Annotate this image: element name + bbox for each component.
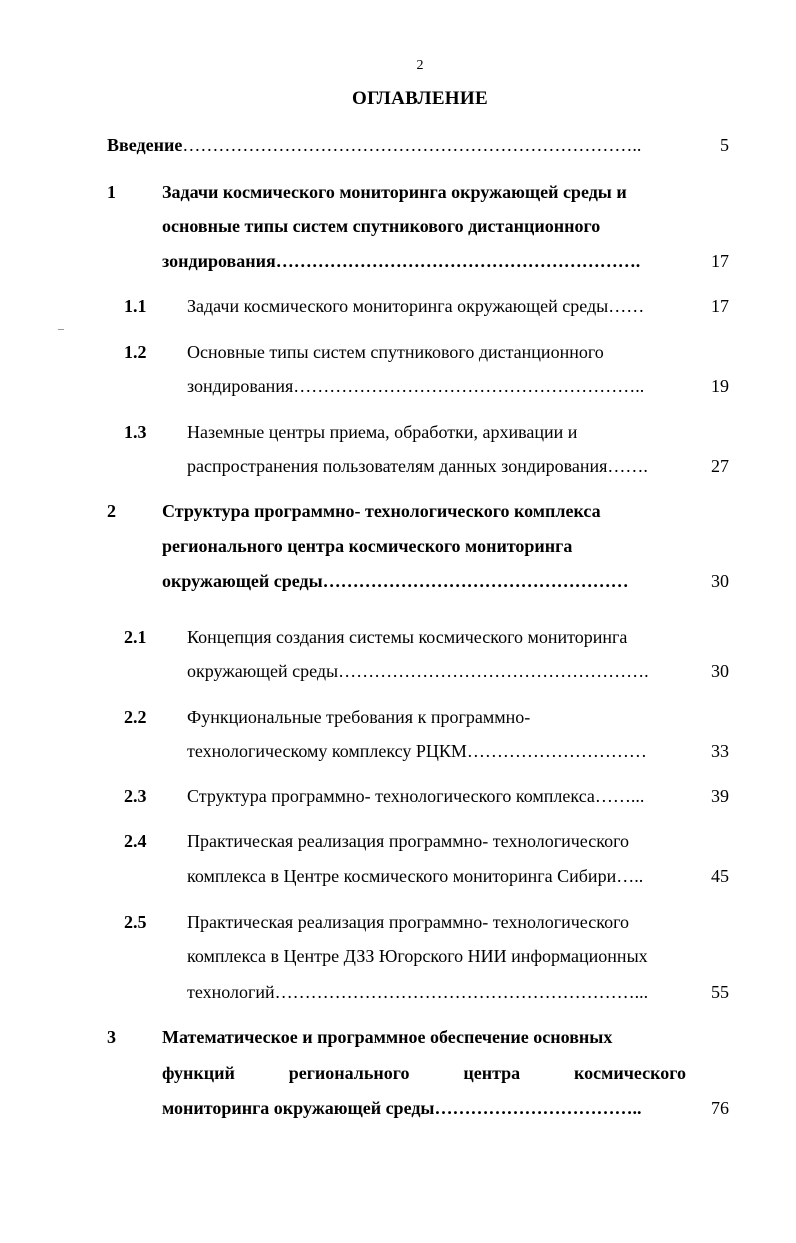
toc-leader-dots: ………………………………………………………………….. (182, 135, 642, 155)
chapter-title-line[interactable]: Задачи космического мониторинга окружающей среды и (162, 182, 627, 202)
toc-page-number: 17 (711, 251, 729, 271)
section-title-line[interactable]: Структура программно- технологического комплекса……... (187, 786, 645, 806)
section-title-line[interactable]: Наземные центры приема, обработки, архивации и (187, 422, 578, 442)
section-title-line[interactable]: Функциональные требования к программно- (187, 707, 531, 727)
chapter-title-line[interactable]: регионального центра космического мониторинга (162, 536, 573, 556)
section-title-line[interactable]: распространения пользователям данных зондирования……. (187, 456, 648, 476)
word: центра (463, 1063, 521, 1083)
section-title-line[interactable]: окружающей среды……………………………………………. (187, 661, 649, 681)
section-title-line[interactable]: зондирования………………………………………………….. (187, 376, 645, 396)
toc-page-number: 17 (711, 296, 729, 316)
toc-entry-intro[interactable] (107, 134, 641, 156)
toc-page-number: 30 (711, 661, 729, 681)
section-number: 1.1 (124, 296, 147, 316)
chapter-title-line[interactable]: Структура программно- технологического комплекса (162, 501, 601, 521)
page-number: 2 (416, 58, 424, 73)
section-title-line[interactable]: комплекса в Центре ДЗЗ Югорского НИИ информационных (187, 946, 648, 966)
section-number: 2.2 (124, 707, 147, 727)
chapter-title-line-justified[interactable] (162, 1062, 686, 1084)
section-number: 1.2 (124, 342, 147, 362)
section-title-line[interactable]: технологическому комплексу РЦКМ………………………… (187, 741, 647, 761)
chapter-title-line[interactable]: основные типы систем спутникового дистанционного (162, 216, 601, 236)
section-title-line[interactable]: технологий……………………………………………………... (187, 982, 649, 1002)
section-number: 2.1 (124, 627, 147, 647)
toc-page-number: 39 (711, 786, 729, 806)
chapter-title-line[interactable]: мониторинга окружающей среды…………………………….. (162, 1098, 642, 1118)
section-number: 2.5 (124, 912, 147, 932)
section-title-line[interactable]: Концепция создания системы космического мониторинга (187, 627, 628, 647)
section-number: 2.3 (124, 786, 147, 806)
word: функций (162, 1063, 235, 1083)
toc-page-number: 76 (711, 1098, 729, 1118)
chapter-title-line[interactable]: Математическое и программное обеспечение основных (162, 1027, 613, 1047)
margin-mark (58, 329, 64, 330)
toc-page-number: 45 (711, 866, 729, 886)
word: регионального (288, 1063, 410, 1083)
toc-page-number: 55 (711, 982, 729, 1002)
toc-page-number: 33 (711, 741, 729, 761)
toc-title: ОГЛАВЛЕНИЕ (352, 88, 488, 109)
chapter-number: 2 (107, 501, 116, 521)
section-title-line[interactable]: Практическая реализация программно- технологического (187, 831, 630, 851)
chapter-title-line[interactable]: окружающей среды…………………………………………… (162, 571, 629, 591)
toc-entry-title: Введение (107, 135, 183, 155)
section-title-line[interactable]: комплекса в Центре космического мониторинга Сибири….. (187, 866, 644, 886)
section-number: 2.4 (124, 831, 147, 851)
toc-page-number: 27 (711, 456, 729, 476)
section-title-line[interactable]: Практическая реализация программно- технологического (187, 912, 630, 932)
toc-page-number: 19 (711, 376, 729, 396)
section-number: 1.3 (124, 422, 147, 442)
chapter-number: 3 (107, 1027, 116, 1047)
section-title-line[interactable]: Задачи космического мониторинга окружающей среды…… (187, 296, 645, 316)
toc-page-number: 30 (711, 571, 729, 591)
section-title-line[interactable]: Основные типы систем спутникового дистанционного (187, 342, 604, 362)
chapter-title-line[interactable]: зондирования……………………………………………………. (162, 251, 641, 271)
toc-page-number: 5 (720, 135, 729, 155)
chapter-number: 1 (107, 182, 116, 202)
word: космического (574, 1063, 686, 1083)
